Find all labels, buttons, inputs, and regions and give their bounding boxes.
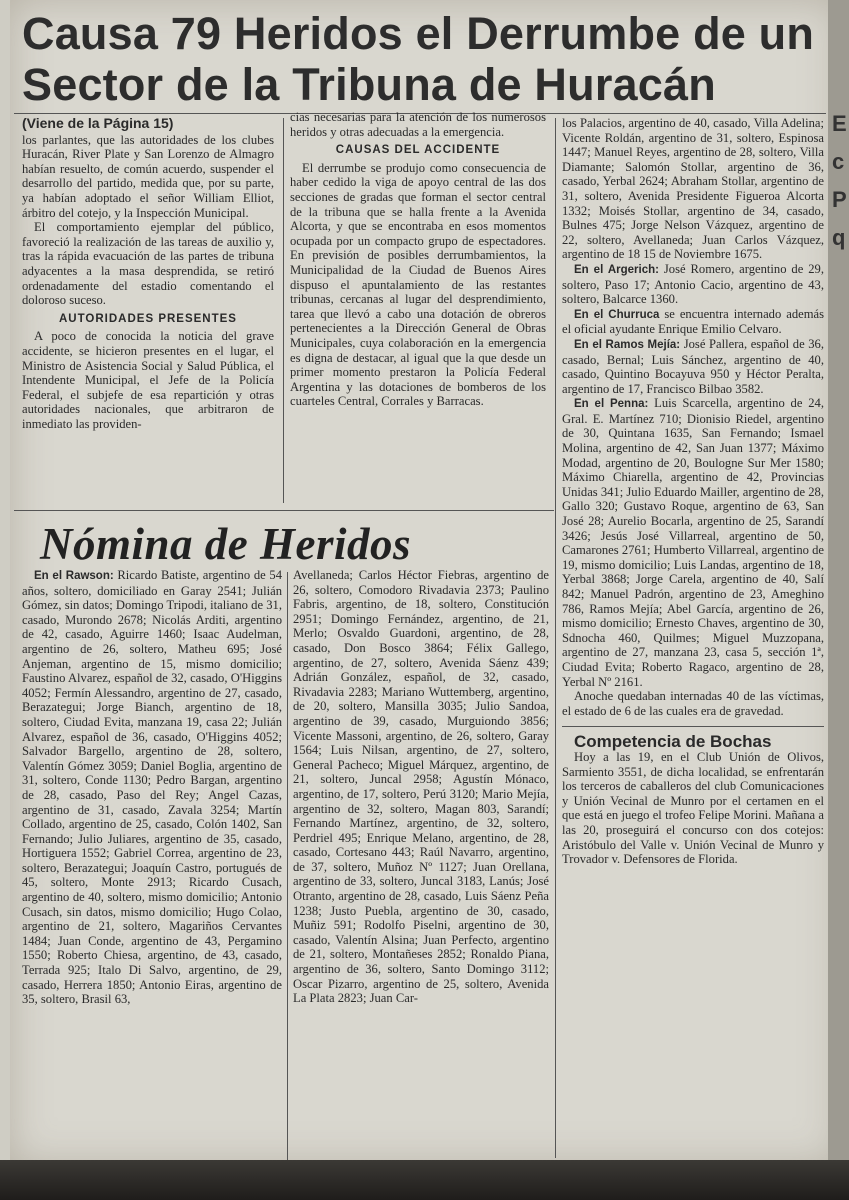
column-rule	[287, 572, 288, 1162]
nomina-column-1	[22, 568, 282, 1007]
article-column-2	[290, 110, 546, 409]
paragraph: cias necesarias para la atención de los numerosos heridos y otras adecuadas a la emergencia.	[290, 110, 546, 139]
paragraph	[22, 568, 282, 1007]
paragraph	[562, 337, 824, 396]
column-rule	[555, 118, 556, 1158]
paragraph-text: Luis Scarcella, argentino de 24, Gral. E. Martínez 710; Dionisio Riedel, argentino de 30, Quintana 1635, San Fernando; Ismael Molina, argentino de 42, San Juan 1377; Máximo Modad, argentino de 20, Boulogne Sur Mer 1580; Máximo Chiarella, argentino de 42, Provincias Unidas 341; Julio Eduardo Mailler, argentino de 28, Gallo 320; Gustavo Roque, argentino de 63, San José 28; Aurelio Bocarla, argentino de 25, Sarandí 3426; Jesús José Villarreal, argentino de 50, Camarones 2761; Humberto Villarreal, argentino de 19, mismo domicilio; Luis Landas, argentino de 18, Yerbal 3868; Jorge Carela, argentino de 40, Salí 842; Manuel Padrón, argentino de 23, Ameghino 786, Ramos Mejía; Abel García, argentino de 26, mismo domicilio; Ernesto Chaves, argentino de 30, Sdnocha 460, Quilmes; Miguel Muzzopana, argentino de 27, manzana 23, casa 5, sección 1ª, Ciudad Evita; Roberto Ragaco, argentino de 28, Yerbal Nº 2161.	[562, 396, 824, 689]
hospital-label: En el Penna:	[574, 398, 649, 411]
paragraph-text: José Romero, argentino de 29, soltero, Paso 17; Antonio Cacio, argentino de 43, soltero, Balcarce 1360.	[562, 261, 824, 307]
hospital-label: En el Ramos Mejía:	[574, 338, 681, 351]
edge-letter: q	[832, 225, 846, 250]
paragraph-text: Ricardo Batiste, argentino de 54 años, soltero, domiciliado en Garay 2541; Julián Gómez, sin datos; Domingo Tripodi, italiano de 31, casado, Murondo 2678; Nicolás Arditi, argentino de 42, casado, Aguirre 1460; Isaac Audelman, argentino de 26, soltero, Matheu 695; José Anjeman, argentino de 15, mismo domicilio; Faustino Alvarez, español de 32, casado, O'Higgins 4052; Fermín Alessandro, argentino de 27, casado, Berazategui; Jorge Bianch, argentino de 18, soltero, Ciudad Evita, manzana 19, casa 22; Julián Alvarez, español de 36, casado, O'Higgins 4052; Salvador Bargello, argentino de 28, soltero, Valentín Gómez 3059; Daniel Boglia, argentino de 31, soltero, Conde 1130; Pedro Bargan, argentino de 28, casado, Paso del Rey; Angel Cazas, argentino de 31, casado, Zavala 3254; Martín Collado, argentino de 25, casado, Colón 1402, San Fernando; Julio Juliares, argentino de 35, casado, Hortiguera 1552; Gabriel Correa, argentino de 23, soltero, Berazategui; Joaquín Castro, portugués de 45, soltero, Monte 2913; Ricardo Cusach, argentino de 40, soltero, mismo domicilio; Antonio Cusach, sin datos, mismo domicilio; Hugo Colao, argentino de 21, soltero, Magariños Cervantes 1484; Juan Conde, argentino de 43, Pergamino 1550; Roberto Chiesa, argentino, de 43, casado, Terrada 925; Italo Di Salvo, argentino, de 29, casado, Herrera 1850; Antonio Eiras, argentino de 35, soltero, Brasil 63,	[22, 568, 282, 1007]
paragraph-text: José Pallera, español de 36, casado, Bernal; Luis Sánchez, argentino de 40, casado, Quintino Bocayuva 950 y Héctor Peralta, argentino de 17, Francisco Bilbao 3582.	[562, 336, 824, 396]
hospital-label: En el Rawson:	[34, 570, 114, 582]
paragraph: Avellaneda; Carlos Héctor Fiebras, argentino de 26, soltero, Comodoro Rivadavia 2373; Paulino Fabris, argentino, de 18, soltero, Constitución 2951; Domingo Fernández, argentino, de 21, Merlo; Osvaldo Guardoni, argentino, de 28, casado, Don Bosco 3864; Félix Gallego, argentino, de 27, soltero, Avenida Sáenz 439; Adrián González, español, de 32, casado, Rivadavia 2283; Mariano Wuttemberg, argentino, de 20, soltero, Mansilla 3035; Julio Sandoa, argentino de 39, casado, Murguiondo 3856; Vicente Massoni, argentino, de 26, soltero, Garay 1564; Luis Nilsan, argentino, de 27, soltero, General Pacheco; Miguel Márquez, argentino, de 21, soltero, Juncal 2958; Agustín Mónaco, argentino, de 17, soltero, Perú 3120; Mario Mejía, argentino de 32, soltero, Magan 803, Sarandí; Fernando Martínez, argentino, de 32, soltero, Perdriel 495; Enrique Melano, argentino, de 28, casado, Cortesano 443; Raúl Navarro, argentino, de 37, soltero, Muñoz Nº 1127; Juan Orellana, argentino de 33, soltero, Juncal 3183, Lanús; José Otranto, argentino de 28, casado, Luis Sáenz Peña 1238; Justo Puebla, argentino de 30, casado, Muñiz 591; Rodolfo Piselni, argentino de 30, casado, Valentín Alsina; Juan Perfecto, argentino de 21, soltero, Montañeses 2852; Ronaldo Piana, argentino de 36, soltero, Santo Domingo 3112; Oscar Pizarro, argentino de 25, soltero, Avenida La Plata 2823; Juan Car-	[293, 568, 549, 1006]
paragraph: El derrumbe se produjo como consecuencia de haber cedido la viga de apoyo central de las dos secciones de gradas que forman el sector central de la tribuna que se halla frente a la Avenida Alcorta, y que se encontraba en esos momentos ocupada por un compacto grupo de espectadores. En previsión de posibles derrumbamientos, la Municipalidad de la Ciudad de Buenos Aires dispuso el apuntalamiento de las restantes tribunas, cercanas al lugar del desprendimiento, tarea que llevó a cabo una dotación de obreros pertenecientes a la Dirección General de Obras Municipales, cuya colaboración en la emergencia es digna de destacar, al igual que la que desde un primer momento prestaron la Policía Federal Argentina y las dotaciones de bomberos de los cuarteles Central, Corrales y Barracas.	[290, 160, 546, 409]
paragraph	[562, 262, 824, 307]
headline: Causa 79 Heridos el Derrumbe de un Sector de la Tribuna de Huracán	[22, 8, 815, 110]
paragraph	[562, 307, 824, 337]
adjacent-page-edge	[828, 0, 849, 1200]
nomina-column-2	[293, 568, 549, 1006]
section-rule	[14, 510, 554, 511]
edge-letter: E	[832, 111, 847, 136]
edge-letter: P	[832, 187, 847, 212]
continuation-note: (Viene de la Página 15)	[22, 115, 174, 131]
hospital-label: En el Argerich:	[574, 263, 659, 276]
hospital-label: En el Churruca	[574, 308, 660, 321]
paragraph	[562, 396, 824, 689]
subheading: AUTORIDADES PRESENTES	[59, 312, 237, 325]
column-rule	[283, 118, 284, 503]
section-rule	[562, 726, 824, 727]
paragraph: Anoche quedaban internadas 40 de las víctimas, el estado de 6 de las cuales era de gravedad.	[562, 689, 824, 718]
page-bottom-shadow	[0, 1160, 849, 1200]
bochas-heading: Competencia de Bochas	[574, 732, 772, 752]
paragraph: Hoy a las 19, en el Club Unión de Olivos, Sarmiento 3551, de dicha localidad, se enfrentarán los terceros de caballeros del club Comunicaciones y Unión Vecinal de Munro por el certamen en el que está en juego el trofeo Felipe Morini. Mañana a las 20, proseguirá el concurso con dos cotejos: Aristóbulo del Valle v. Unión Vecinal de Munro y Trovador v. Defensores de Florida.	[562, 749, 824, 867]
paragraph: El comportamiento ejemplar del público, favoreció la realización de las tareas de auxilio y, tras la rápida evacuación de las partes de tribuna adyacentes a la masa desprendida, se retiró ordenadamente del estadio comentando el doloroso suceso.	[22, 220, 274, 308]
paragraph: los Palacios, argentino de 40, casado, Villa Adelina; Vicente Roldán, argentino de 31, soltero, Espinosa 1447; Manuel Reyes, argentino de 28, soltero, Villa Diamante; Salomón Stollar, argentino de 36, casado, Yerbal 2624; Abraham Stollar, argentino de 31, soltero, Avenida Presidente Figueroa Alcorta 1332; Moisés Stollar, argentino de 34, casado, Bulnes 475; Jorge Nelson Vázquez, argentino de 22, soltero, Avellaneda; Juan Carlos Vázquez, argentino de 18 15 de Noviembre 1675.	[562, 116, 824, 262]
paragraph: A poco de conocida la noticia del grave accidente, se hicieron presentes en el lugar, el Ministro de Asistencia Social y Salud Pública, el Intendente Municipal, el Jefe de la Policía Federal, el subjefe de esa repartición y otras autoridades nacionales, que arbitraron de inmediato las providen-	[22, 329, 274, 431]
paragraph: los parlantes, que las autoridades de los clubes Huracán, River Plate y San Lorenzo de Almagro habían resuelto, de común acuerdo, suspender el desarrollo del partido, medida que, por su parte, ya habían adoptado el señor William Elliot, árbitro del cotejo, y la Inspección Municipal.	[22, 132, 274, 220]
subheading: CAUSAS DEL ACCIDENTE	[335, 144, 501, 157]
edge-letter: c	[832, 149, 845, 174]
paragraph-text: se encuentra internado además el oficial ayudante Enrique Emilio Celvaro.	[562, 306, 824, 337]
article-column-1	[22, 116, 274, 431]
article-column-3	[562, 116, 824, 867]
nomina-title: Nómina de Heridos	[40, 519, 412, 569]
